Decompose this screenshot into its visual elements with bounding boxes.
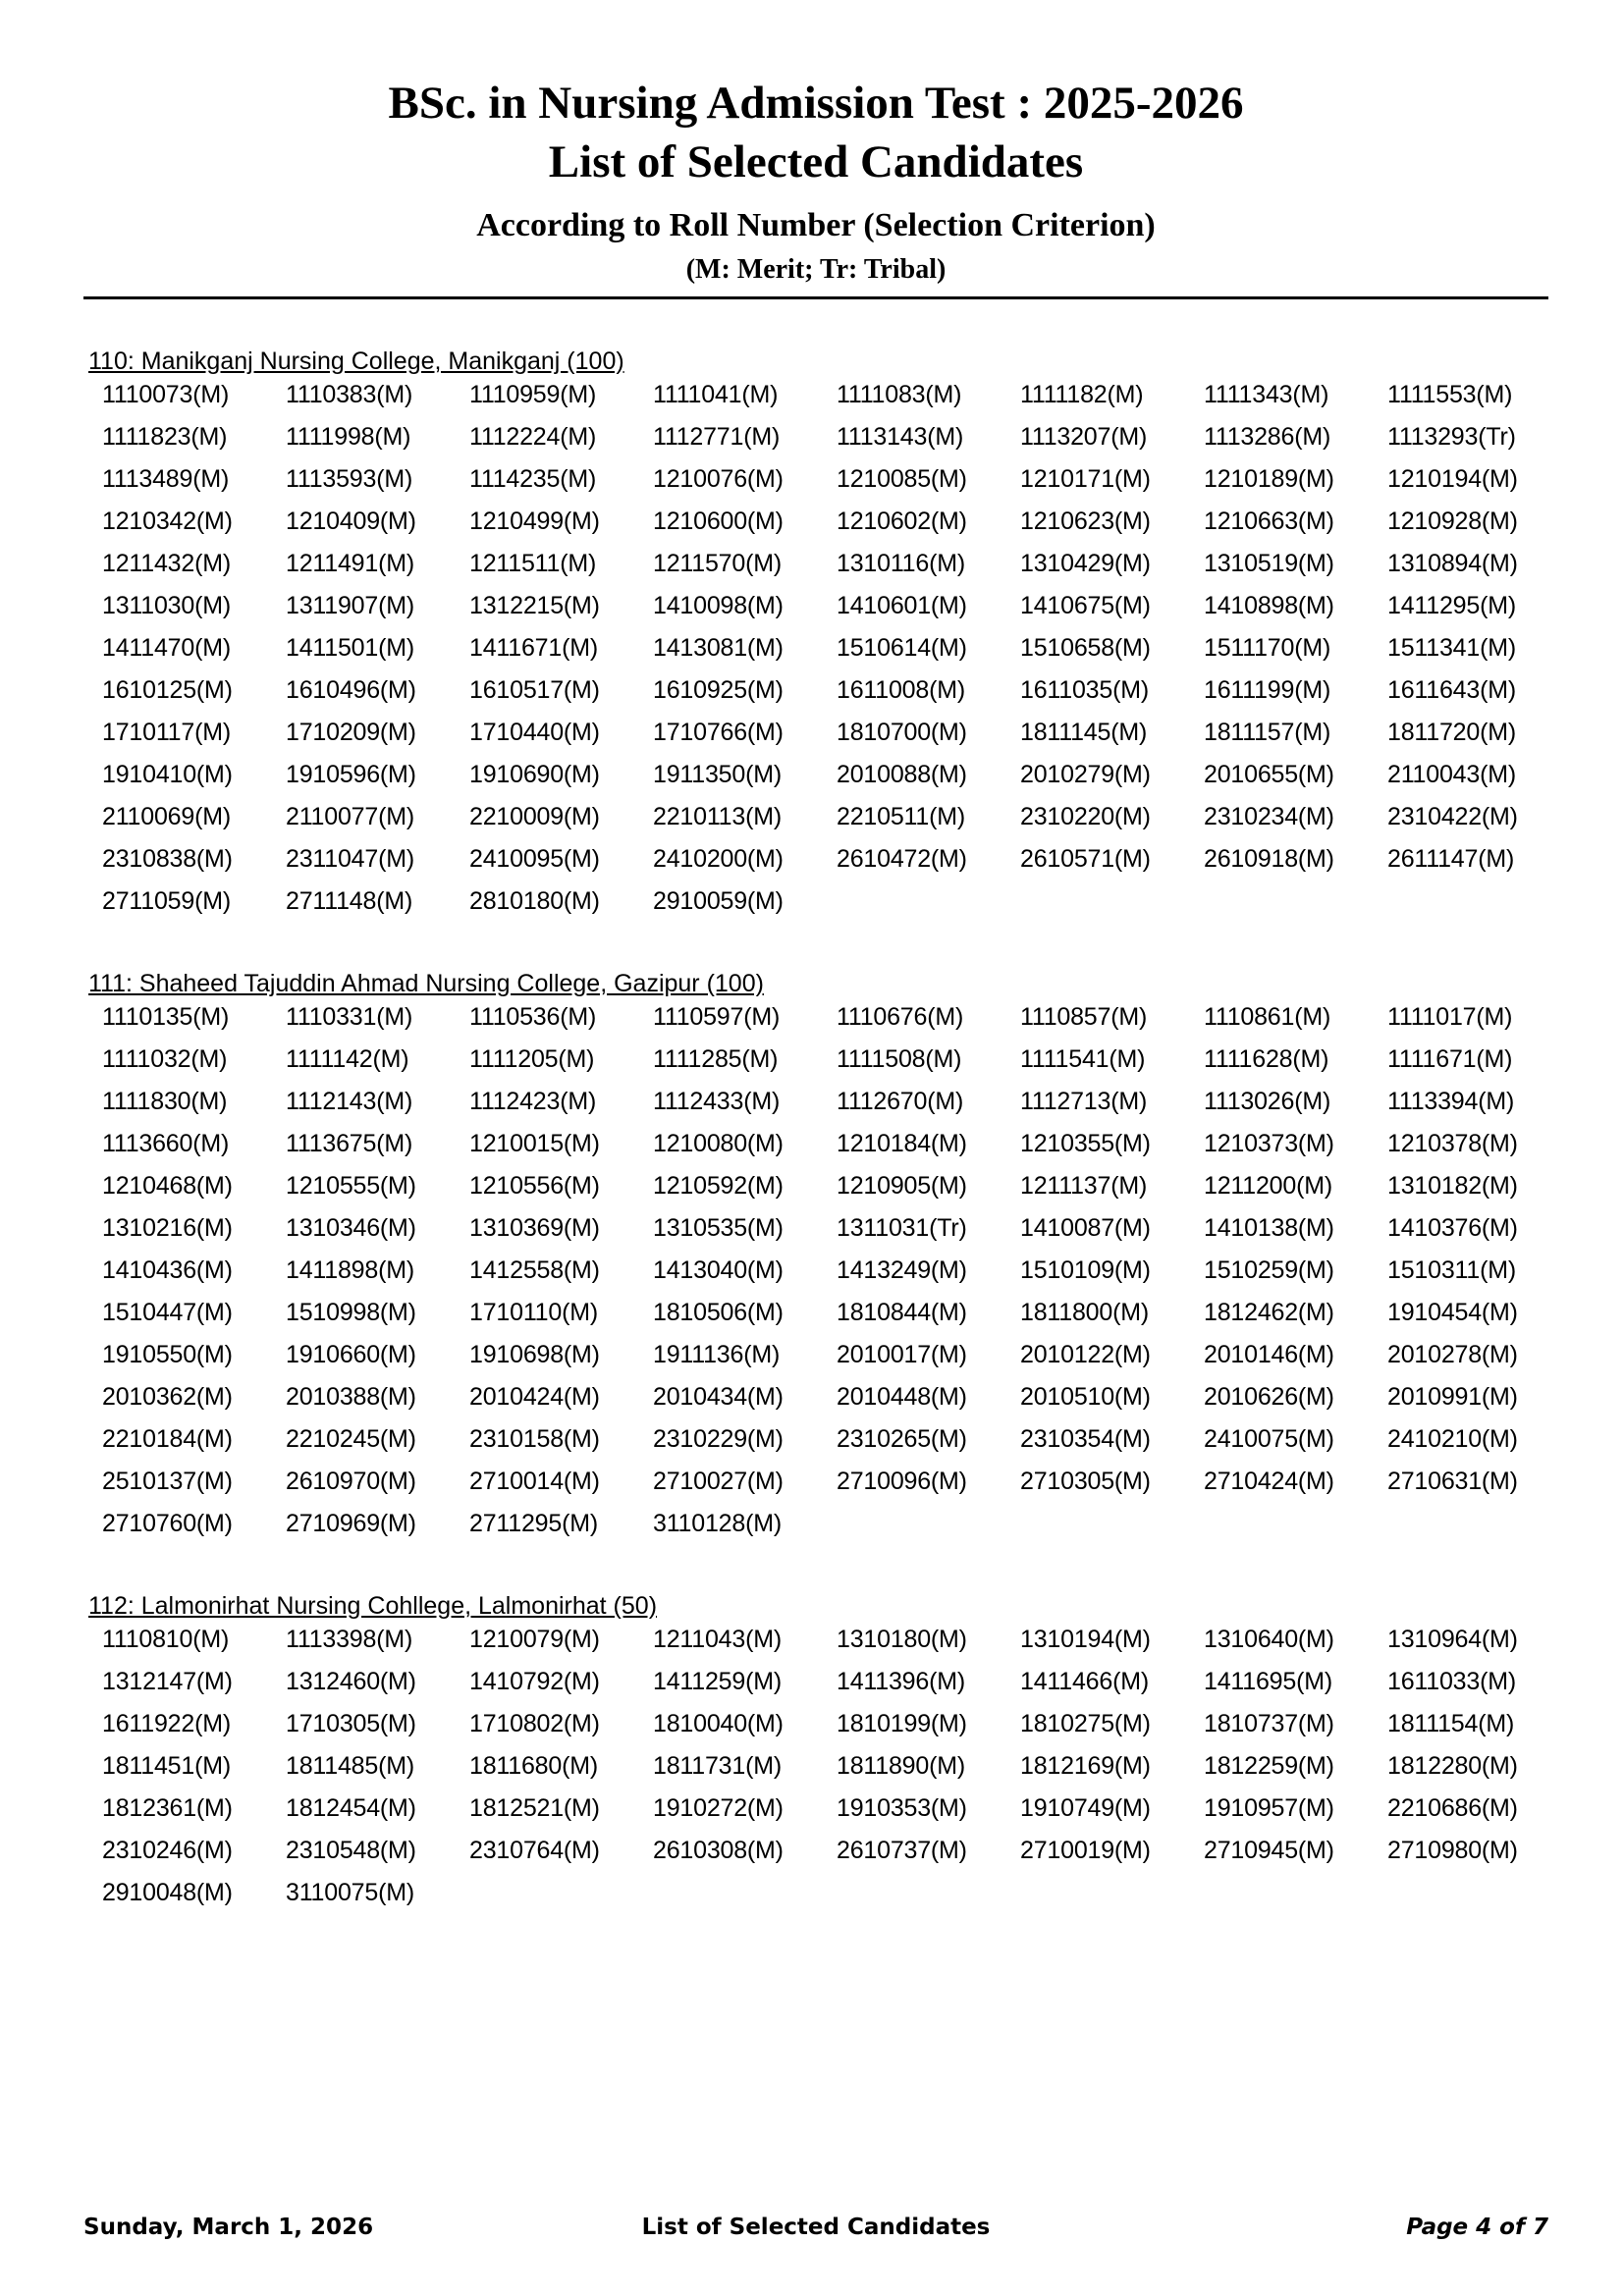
roll-number: 1113398(M) <box>286 1626 413 1653</box>
roll-number: 1610496(M) <box>286 676 416 704</box>
roll-number: 1910660(M) <box>286 1341 416 1368</box>
roll-number: 1211137(M) <box>1020 1172 1148 1200</box>
roll-number: 1210194(M) <box>1387 465 1518 493</box>
roll-number: 2010088(M) <box>837 761 967 788</box>
roll-number: 1811154(M) <box>1387 1710 1515 1737</box>
roll-number: 1710305(M) <box>286 1710 416 1737</box>
college-section <box>88 971 1542 1545</box>
roll-number: 2010448(M) <box>837 1383 967 1411</box>
roll-number: 1111205(M) <box>469 1045 595 1073</box>
roll-number: 1111553(M) <box>1387 381 1513 408</box>
roll-number: 1910410(M) <box>102 761 233 788</box>
roll-number: 1312460(M) <box>286 1668 416 1695</box>
roll-number: 2310548(M) <box>286 1837 416 1864</box>
roll-number: 1111032(M) <box>102 1045 228 1073</box>
roll-number: 2311047(M) <box>286 845 414 873</box>
roll-number: 1111343(M) <box>1204 381 1329 408</box>
roll-number: 1611643(M) <box>1387 676 1516 704</box>
roll-number: 1511170(M) <box>1204 634 1331 662</box>
roll-number: 1210556(M) <box>469 1172 600 1200</box>
roll-number: 2610918(M) <box>1204 845 1334 873</box>
roll-number: 1411466(M) <box>1020 1668 1149 1695</box>
roll-number: 1410087(M) <box>1020 1214 1151 1242</box>
roll-number: 2010388(M) <box>286 1383 416 1411</box>
roll-number: 1810844(M) <box>837 1299 967 1326</box>
roll-number: 2010122(M) <box>1020 1341 1151 1368</box>
roll-number: 2710945(M) <box>1204 1837 1334 1864</box>
roll-number: 1810737(M) <box>1204 1710 1334 1737</box>
roll-number: 1310216(M) <box>102 1214 233 1242</box>
roll-number: 1910698(M) <box>469 1341 600 1368</box>
roll-number: 1110676(M) <box>837 1003 964 1031</box>
roll-number: 2210511(M) <box>837 803 965 830</box>
roll-number: 1412558(M) <box>469 1256 600 1284</box>
roll-number: 2710980(M) <box>1387 1837 1518 1864</box>
roll-number: 1111142(M) <box>286 1045 409 1073</box>
roll-number: 2711059(M) <box>102 887 231 915</box>
roll-number: 1211570(M) <box>653 550 782 577</box>
roll-number: 1312147(M) <box>102 1668 233 1695</box>
college-title: 112: Lalmonirhat Nursing Cohllege, Lalmonirhat (50) <box>88 1592 658 1620</box>
roll-number: 1210184(M) <box>837 1130 967 1157</box>
roll-number: 1114235(M) <box>469 465 597 493</box>
roll-number: 1111083(M) <box>837 381 962 408</box>
roll-number: 1111628(M) <box>1204 1045 1329 1073</box>
roll-number: 2210009(M) <box>469 803 600 830</box>
roll-number: 2010362(M) <box>102 1383 233 1411</box>
roll-number: 1410138(M) <box>1204 1214 1334 1242</box>
roll-number: 1411470(M) <box>102 634 231 662</box>
roll-number: 2710760(M) <box>102 1510 233 1537</box>
roll-number: 1611035(M) <box>1020 676 1149 704</box>
roll-number: 1210602(M) <box>837 507 967 535</box>
roll-number: 1310964(M) <box>1387 1626 1518 1653</box>
roll-number: 1210468(M) <box>102 1172 233 1200</box>
roll-number: 1811680(M) <box>469 1752 598 1780</box>
footer-page-number: Page 4 of 7 <box>1406 2215 1548 2240</box>
roll-number: 1410601(M) <box>837 592 967 619</box>
roll-number: 1310640(M) <box>1204 1626 1334 1653</box>
roll-number: 3110075(M) <box>286 1879 414 1906</box>
roll-number: 2010146(M) <box>1204 1341 1334 1368</box>
roll-number: 1812462(M) <box>1204 1299 1334 1326</box>
roll-number: 2810180(M) <box>469 887 600 915</box>
page-title: BSc. in Nursing Admission Test : 2025-2026 <box>388 78 1244 129</box>
roll-number: 1110959(M) <box>469 381 597 408</box>
roll-number: 1510447(M) <box>102 1299 233 1326</box>
roll-number: 1610925(M) <box>653 676 784 704</box>
roll-number: 1710117(M) <box>102 719 231 746</box>
roll-number: 1811800(M) <box>1020 1299 1149 1326</box>
roll-number: 2010510(M) <box>1020 1383 1151 1411</box>
roll-number: 1911350(M) <box>653 761 782 788</box>
roll-grid <box>102 374 1542 923</box>
roll-number: 1810040(M) <box>653 1710 784 1737</box>
roll-number: 2010017(M) <box>837 1341 967 1368</box>
roll-number: 1210905(M) <box>837 1172 967 1200</box>
roll-number: 1510311(M) <box>1387 1256 1516 1284</box>
roll-number: 1910690(M) <box>469 761 600 788</box>
roll-number: 1210499(M) <box>469 507 600 535</box>
roll-number: 2410095(M) <box>469 845 600 873</box>
roll-number: 1113489(M) <box>102 465 230 493</box>
roll-number: 1710802(M) <box>469 1710 600 1737</box>
roll-number: 2210184(M) <box>102 1425 233 1453</box>
roll-number: 1710110(M) <box>469 1299 598 1326</box>
roll-number: 2110077(M) <box>286 803 414 830</box>
roll-number: 1111823(M) <box>102 423 228 451</box>
roll-number: 1411898(M) <box>286 1256 414 1284</box>
college-sections <box>88 348 1542 1962</box>
roll-number: 1710766(M) <box>653 719 784 746</box>
roll-number: 1210079(M) <box>469 1626 600 1653</box>
roll-number: 1113286(M) <box>1204 423 1331 451</box>
roll-number: 1810275(M) <box>1020 1710 1151 1737</box>
roll-number: 1211511(M) <box>469 550 597 577</box>
roll-grid <box>102 1619 1542 1914</box>
roll-number: 1811731(M) <box>653 1752 782 1780</box>
roll-number: 1310535(M) <box>653 1214 784 1242</box>
roll-number: 1113394(M) <box>1387 1088 1515 1115</box>
roll-number: 1812280(M) <box>1387 1752 1518 1780</box>
roll-number: 1611033(M) <box>1387 1668 1516 1695</box>
roll-number: 1112771(M) <box>653 423 781 451</box>
roll-number: 1210600(M) <box>653 507 784 535</box>
roll-number: 2010626(M) <box>1204 1383 1334 1411</box>
roll-number: 2710027(M) <box>653 1468 784 1495</box>
roll-number: 1210623(M) <box>1020 507 1151 535</box>
roll-number: 1312215(M) <box>469 592 600 619</box>
roll-number: 2410210(M) <box>1387 1425 1518 1453</box>
header-divider <box>83 296 1548 299</box>
roll-number: 1111285(M) <box>653 1045 779 1073</box>
roll-number: 1310180(M) <box>837 1626 967 1653</box>
roll-number: 2110069(M) <box>102 803 231 830</box>
roll-number: 1811485(M) <box>286 1752 414 1780</box>
roll-number: 1411396(M) <box>837 1668 965 1695</box>
roll-number: 1310346(M) <box>286 1214 416 1242</box>
footer-date: Sunday, March 1, 2026 <box>83 2215 374 2240</box>
roll-number: 1113293(Tr) <box>1387 423 1516 451</box>
college-section <box>88 348 1542 923</box>
roll-number: 1110536(M) <box>469 1003 597 1031</box>
roll-number: 2710096(M) <box>837 1468 967 1495</box>
roll-number: 2710014(M) <box>469 1468 600 1495</box>
roll-number: 2610472(M) <box>837 845 967 873</box>
roll-number: 1112143(M) <box>286 1088 413 1115</box>
roll-number: 2010278(M) <box>1387 1341 1518 1368</box>
roll-number: 2910059(M) <box>653 887 784 915</box>
roll-number: 1413249(M) <box>837 1256 967 1284</box>
roll-number: 2310220(M) <box>1020 803 1151 830</box>
roll-number: 1211491(M) <box>286 550 414 577</box>
roll-number: 1311031(Tr) <box>837 1214 967 1242</box>
roll-number: 2710424(M) <box>1204 1468 1334 1495</box>
roll-number: 1210928(M) <box>1387 507 1518 535</box>
roll-number: 2410075(M) <box>1204 1425 1334 1453</box>
roll-number: 1210378(M) <box>1387 1130 1518 1157</box>
roll-number: 1311030(M) <box>102 592 231 619</box>
roll-number: 1411501(M) <box>286 634 414 662</box>
roll-number: 1410376(M) <box>1387 1214 1518 1242</box>
roll-number: 2410200(M) <box>653 845 784 873</box>
roll-number: 2310234(M) <box>1204 803 1334 830</box>
roll-number: 2610571(M) <box>1020 845 1151 873</box>
roll-number: 1510658(M) <box>1020 634 1151 662</box>
footer-title: List of Selected Candidates <box>641 2215 991 2240</box>
roll-number: 2210113(M) <box>653 803 782 830</box>
roll-number: 1211200(M) <box>1204 1172 1332 1200</box>
roll-number: 1110331(M) <box>286 1003 413 1031</box>
roll-number: 1210342(M) <box>102 507 233 535</box>
roll-number: 1510614(M) <box>837 634 967 662</box>
roll-number: 2310229(M) <box>653 1425 784 1453</box>
roll-number: 1111041(M) <box>653 381 779 408</box>
roll-number: 1210592(M) <box>653 1172 784 1200</box>
roll-number: 1112713(M) <box>1020 1088 1148 1115</box>
roll-number: 1411295(M) <box>1387 592 1516 619</box>
roll-number: 2711148(M) <box>286 887 413 915</box>
roll-number: 2710305(M) <box>1020 1468 1151 1495</box>
roll-number: 1812169(M) <box>1020 1752 1151 1780</box>
college-title: 111: Shaheed Tajuddin Ahmad Nursing College, Gazipur (100) <box>88 970 764 997</box>
roll-number: 2310354(M) <box>1020 1425 1151 1453</box>
roll-number: 1310182(M) <box>1387 1172 1518 1200</box>
roll-number: 1710209(M) <box>286 719 416 746</box>
roll-number: 1112433(M) <box>653 1088 781 1115</box>
roll-number: 1910550(M) <box>102 1341 233 1368</box>
roll-number: 1113026(M) <box>1204 1088 1331 1115</box>
roll-number: 1910272(M) <box>653 1794 784 1822</box>
roll-number: 1111017(M) <box>1387 1003 1513 1031</box>
roll-number: 2110043(M) <box>1387 761 1516 788</box>
roll-number: 1111830(M) <box>102 1088 228 1115</box>
roll-number: 2010655(M) <box>1204 761 1334 788</box>
roll-number: 1112224(M) <box>469 423 597 451</box>
roll-number: 1610125(M) <box>102 676 233 704</box>
roll-number: 1410098(M) <box>653 592 784 619</box>
document-header <box>83 74 1548 288</box>
roll-number: 1111998(M) <box>286 423 411 451</box>
roll-number: 1810700(M) <box>837 719 967 746</box>
college-section <box>88 1593 1542 1914</box>
roll-number: 1611922(M) <box>102 1710 231 1737</box>
roll-number: 1910454(M) <box>1387 1299 1518 1326</box>
roll-number: 1210373(M) <box>1204 1130 1334 1157</box>
roll-number: 1110073(M) <box>102 381 230 408</box>
college-title: 110: Manikganj Nursing College, Manikganj (100) <box>88 347 624 375</box>
page-subtitle-list: List of Selected Candidates <box>548 136 1084 187</box>
roll-number: 1910353(M) <box>837 1794 967 1822</box>
roll-number: 1210171(M) <box>1020 465 1151 493</box>
roll-number: 1510109(M) <box>1020 1256 1151 1284</box>
roll-number: 1310116(M) <box>837 550 965 577</box>
roll-number: 1610517(M) <box>469 676 600 704</box>
roll-number: 1810506(M) <box>653 1299 784 1326</box>
roll-number: 1113207(M) <box>1020 423 1148 451</box>
roll-number: 1110861(M) <box>1204 1003 1331 1031</box>
roll-number: 1611008(M) <box>837 676 965 704</box>
roll-number: 1110383(M) <box>286 381 413 408</box>
roll-number: 2610737(M) <box>837 1837 967 1864</box>
roll-number: 1210015(M) <box>469 1130 600 1157</box>
roll-number: 1210085(M) <box>837 465 967 493</box>
legend: (M: Merit; Tr: Tribal) <box>685 254 947 285</box>
roll-number: 1113675(M) <box>286 1130 413 1157</box>
roll-number: 1210076(M) <box>653 465 784 493</box>
roll-number: 2010279(M) <box>1020 761 1151 788</box>
roll-number: 1310429(M) <box>1020 550 1151 577</box>
roll-number: 1510259(M) <box>1204 1256 1334 1284</box>
roll-number: 2610970(M) <box>286 1468 416 1495</box>
roll-number: 1413081(M) <box>653 634 784 662</box>
roll-number: 1210080(M) <box>653 1130 784 1157</box>
roll-number: 2610308(M) <box>653 1837 784 1864</box>
roll-number: 1113143(M) <box>837 423 964 451</box>
roll-number: 1113593(M) <box>286 465 413 493</box>
roll-number: 1811157(M) <box>1204 719 1331 746</box>
roll-number: 2910048(M) <box>102 1879 233 1906</box>
roll-number: 1210555(M) <box>286 1172 416 1200</box>
roll-number: 1210409(M) <box>286 507 416 535</box>
roll-number: 1410675(M) <box>1020 592 1151 619</box>
roll-number: 1811145(M) <box>1020 719 1148 746</box>
roll-number: 1812521(M) <box>469 1794 600 1822</box>
roll-number: 2710631(M) <box>1387 1468 1518 1495</box>
roll-number: 1310894(M) <box>1387 550 1518 577</box>
roll-number: 2310422(M) <box>1387 803 1518 830</box>
roll-number: 1113660(M) <box>102 1130 230 1157</box>
roll-number: 2210686(M) <box>1387 1794 1518 1822</box>
roll-number: 1611199(M) <box>1204 676 1331 704</box>
roll-number: 1810199(M) <box>837 1710 967 1737</box>
roll-number: 1811890(M) <box>837 1752 965 1780</box>
roll-number: 2310838(M) <box>102 845 233 873</box>
roll-number: 2010424(M) <box>469 1383 600 1411</box>
roll-number: 1911136(M) <box>653 1341 781 1368</box>
roll-number: 1211043(M) <box>653 1626 782 1653</box>
roll-number: 1910596(M) <box>286 761 416 788</box>
roll-number: 1210189(M) <box>1204 465 1334 493</box>
roll-number: 2010991(M) <box>1387 1383 1518 1411</box>
roll-number: 1111671(M) <box>1387 1045 1513 1073</box>
roll-number: 2010434(M) <box>653 1383 784 1411</box>
roll-number: 2710019(M) <box>1020 1837 1151 1864</box>
roll-number: 1811451(M) <box>102 1752 231 1780</box>
roll-number: 1310519(M) <box>1204 550 1334 577</box>
roll-number: 1812361(M) <box>102 1794 233 1822</box>
roll-number: 3110128(M) <box>653 1510 782 1537</box>
roll-number: 1411259(M) <box>653 1668 782 1695</box>
roll-number: 2611147(M) <box>1387 845 1515 873</box>
roll-number: 1510998(M) <box>286 1299 416 1326</box>
roll-number: 1411695(M) <box>1204 1668 1332 1695</box>
roll-number: 1310194(M) <box>1020 1626 1151 1653</box>
roll-number: 1111541(M) <box>1020 1045 1146 1073</box>
roll-number: 1411671(M) <box>469 634 598 662</box>
roll-grid <box>102 996 1542 1545</box>
roll-number: 2711295(M) <box>469 1510 598 1537</box>
page-footer <box>83 2215 1548 2246</box>
roll-number: 1110857(M) <box>1020 1003 1148 1031</box>
roll-number: 1112670(M) <box>837 1088 964 1115</box>
roll-number: 1910749(M) <box>1020 1794 1151 1822</box>
roll-number: 1310369(M) <box>469 1214 600 1242</box>
roll-number: 2710969(M) <box>286 1510 416 1537</box>
roll-number: 1812454(M) <box>286 1794 416 1822</box>
roll-number: 1410436(M) <box>102 1256 233 1284</box>
roll-number: 2310158(M) <box>469 1425 600 1453</box>
roll-number: 2310246(M) <box>102 1837 233 1864</box>
roll-number: 1110597(M) <box>653 1003 781 1031</box>
roll-number: 1211432(M) <box>102 550 231 577</box>
roll-number: 1812259(M) <box>1204 1752 1334 1780</box>
roll-number: 1111182(M) <box>1020 381 1144 408</box>
roll-number: 1112423(M) <box>469 1088 597 1115</box>
roll-number: 1710440(M) <box>469 719 600 746</box>
roll-number: 1110810(M) <box>102 1626 230 1653</box>
roll-number: 1311907(M) <box>286 592 414 619</box>
roll-number: 1210663(M) <box>1204 507 1334 535</box>
roll-number: 2310764(M) <box>469 1837 600 1864</box>
roll-number: 1111508(M) <box>837 1045 962 1073</box>
roll-number: 1110135(M) <box>102 1003 230 1031</box>
roll-number: 2310265(M) <box>837 1425 967 1453</box>
roll-number: 2210245(M) <box>286 1425 416 1453</box>
roll-number: 1910957(M) <box>1204 1794 1334 1822</box>
selection-criterion: According to Roll Number (Selection Criterion) <box>476 207 1156 243</box>
roll-number: 1210355(M) <box>1020 1130 1151 1157</box>
roll-number: 1410898(M) <box>1204 592 1334 619</box>
roll-number: 1413040(M) <box>653 1256 784 1284</box>
roll-number: 1511341(M) <box>1387 634 1516 662</box>
roll-number: 2510137(M) <box>102 1468 233 1495</box>
roll-number: 1410792(M) <box>469 1668 600 1695</box>
roll-number: 1811720(M) <box>1387 719 1516 746</box>
